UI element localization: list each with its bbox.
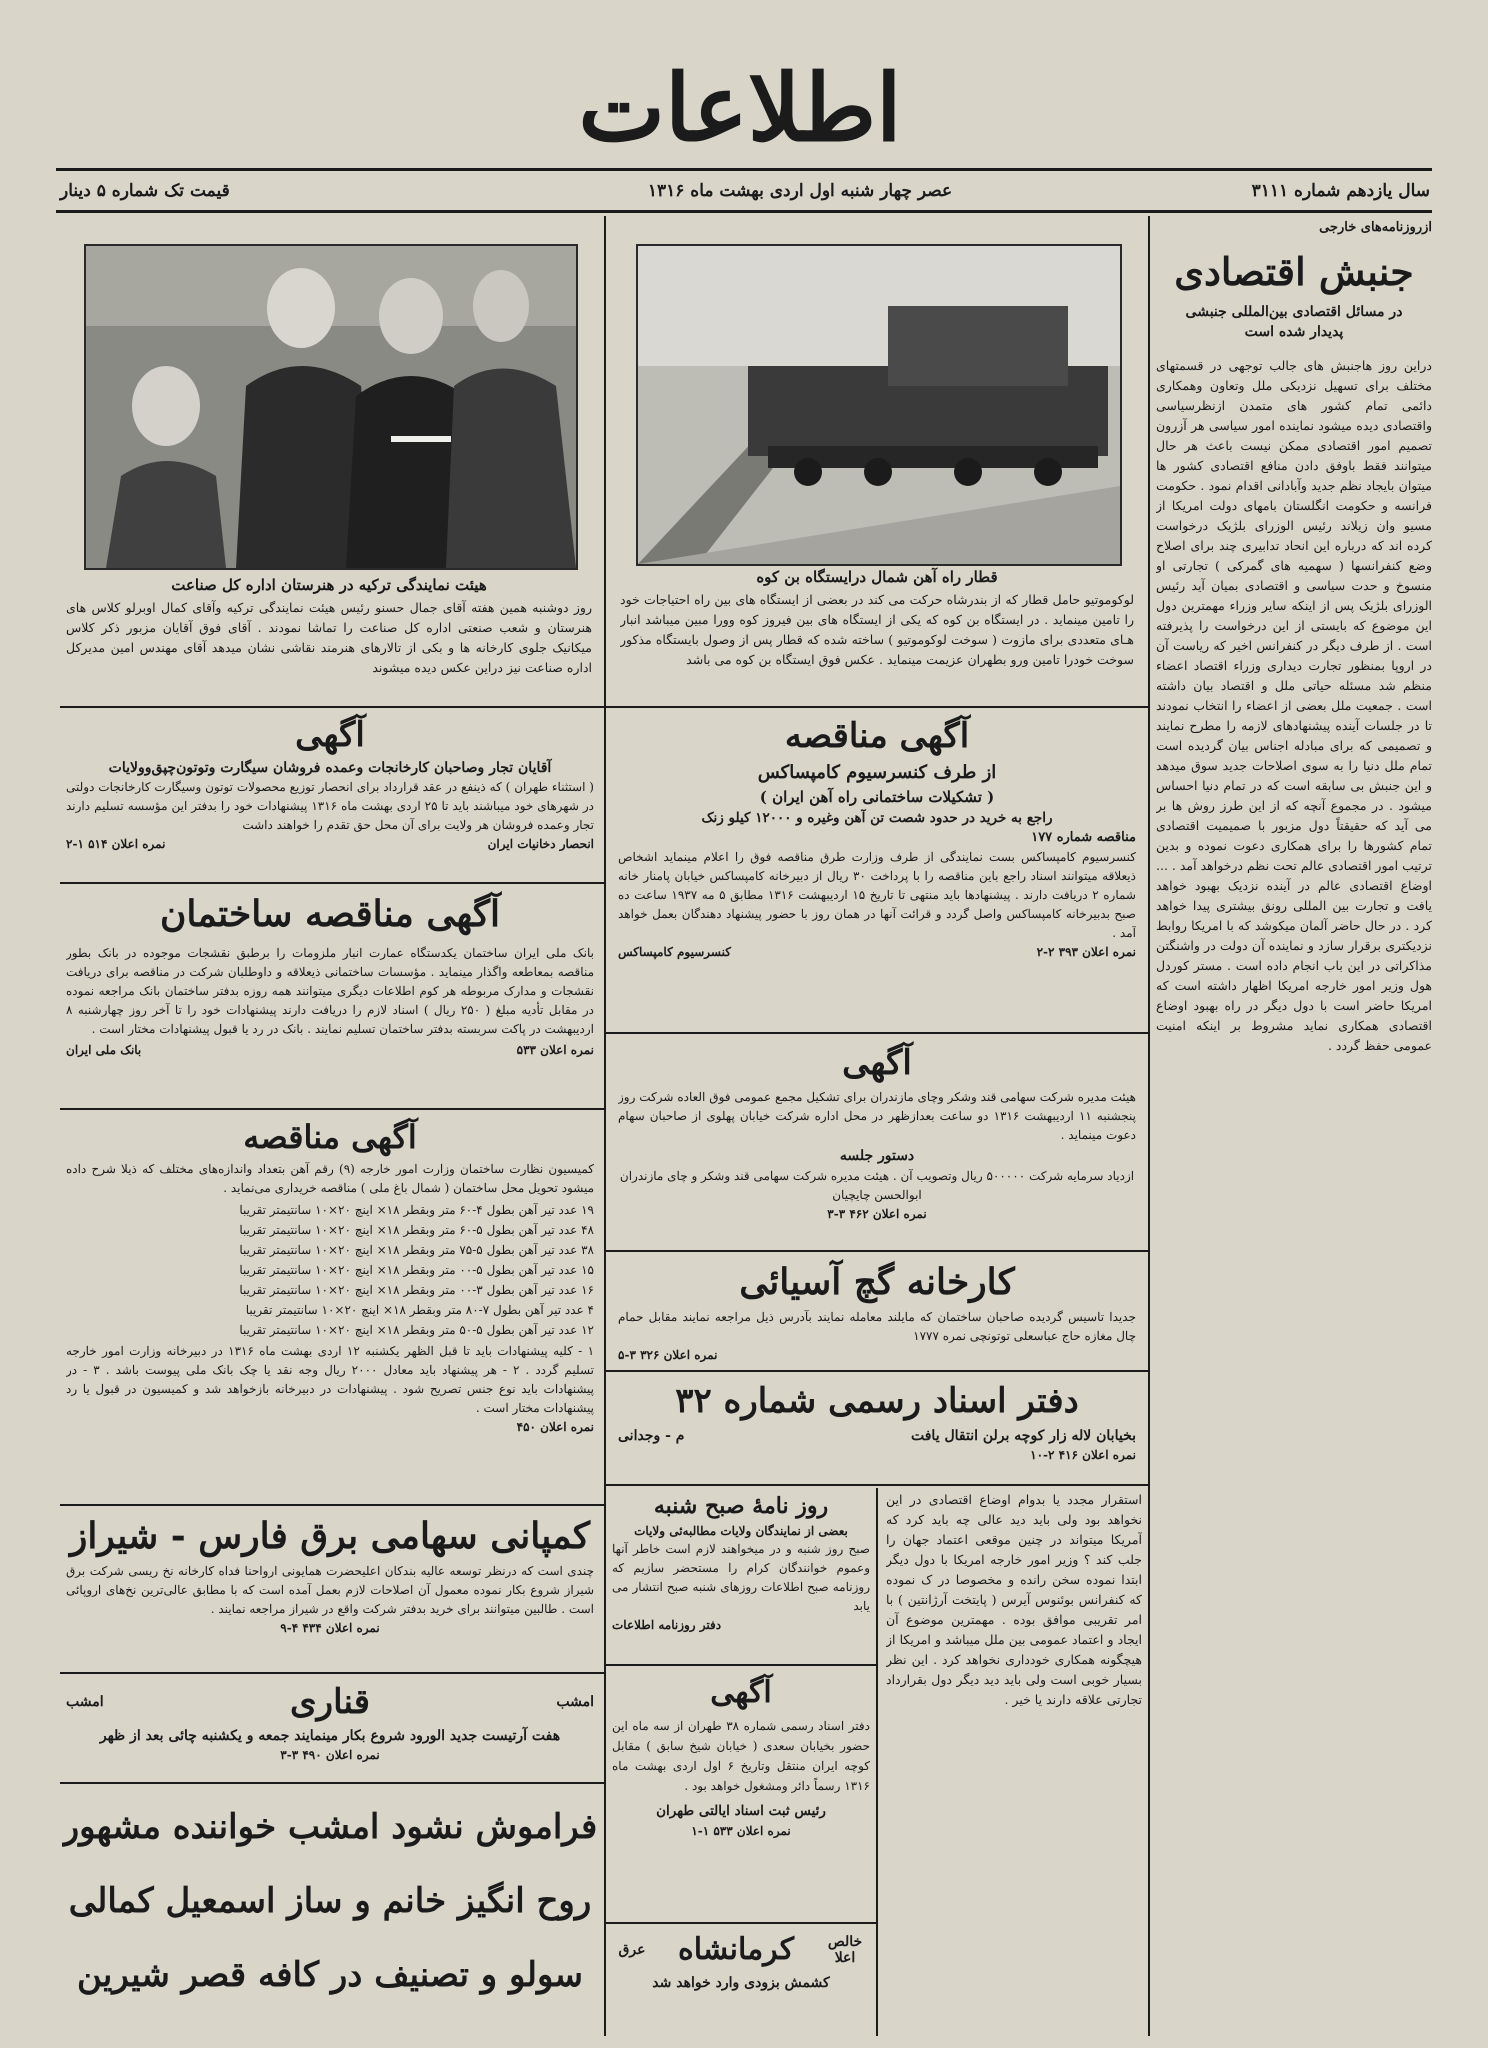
ad-bank-title: آگهی مناقصه ساختمان (159, 893, 501, 935)
article-body: دراین روز هاجنبش های جالب توجهی در قسمتهای مختلف برای تسهیل نزدیکی ملل وتعاون وهمکاری دائمی تمام کشور های متمدن ازنظرسیاسی واقتصادی دیده میشود نماینده امور سیاسی هر آزرون تصمیم امور اقتصادی ممکن نیست باعث هر حال میتوانند فقط باوفق دادن منافع اقتصادی کشور ها میتوان بایجاد نظم جدید وآبادانی اقدام نمود . حکومت فرانسه و حکومت انگلستان بامهای دولت امریکا از مسیو وان زیلاند رئیس الوزرای بلژیک درخواست کرده اند که درباره این انحاد تدابیری چند برای اصلاح وضع کنفرانسها ( سهمیه های گمرکی ) تجارتی او منسوخ و حدت سیاسی و اقتصادی بمیان آید رئیس الوزرای بلژیک پس از اینکه سایر وزراء مهمترین دول این موضوع که بایستی از این درخواست را پذیرفته است . از طرف دیگر در کنفرانس اخیر که ریاست آن در اروپا بمنظور تجارت دیداری وزراء اقتصاد اعضاء منظم شد مسئله حیاتی ملل و اقتصاد بیان داشته است . جمعیت ملل بعضی از اعضاء را انتخاب نمودند تا در جلسات آینده پیشنهادهای لازمه را مطرح نمایند و تصمیمی که برای مبادله اجناس بیان گردیده است تمام ملل دنیا را به سوی اصلاحات جدید سوق میدهد و این جنبش بی سابقه است که در تمام دنیا احساس میشود . در مجموع آنچه که از این طرز روش ها بر می آید که حقیقتاً دول مزبور با صمیمیت اقتصادی تمام کشورها را برای همکاری دعوت نموده و بدین ترتیب امور اقتصادی عالم تحت نظم درخواهد آمد . ... اوضاع اقتصادی عالم در آینده نزدیک بهبود خواهد یافت و تجارت بین المللی رونق بیشتری پیدا خواهد کرد . در حال حاضر آلمان میکوشد که با امریکا روابط نزدیکتری برقرار سازد و نماینده آن دولت در واشنگتن مذاکراتی در این باب انجام داده است . مستر کوردل هول وزیر امور خارجه امریکا اظهار داشته است که امریکا حاضر است با دول دیگر در راه بهبود اوضاع اقتصادی همکاری نماید مشروط بر اینکه امنیت عمومی حفظ گردد . (1156, 358, 1432, 1053)
ad-notary-32 (618, 1376, 1136, 1482)
ad-sobh-footer (612, 1616, 870, 1634)
ad-cafe-line1: فراموش نشود امشب خواننده مشهور (62, 1807, 598, 1847)
ad-tobacco (66, 712, 594, 880)
column-divider-right (1148, 216, 1150, 2036)
table-row: ۱۹ عدد تیر آهن بطول ۴-۶۰ متر وبقطر ۱۸× اینچ ۲۰×۱۰ سانتیمتر تقریبا (239, 1203, 594, 1217)
ad-sugar-agenda-title: دستور جلسه (839, 1148, 915, 1164)
ad-notary-footer (618, 1446, 1136, 1464)
ad-kampsax-signer: کنسرسیوم کامپساکس (618, 945, 731, 959)
ad-arak-header (612, 1928, 870, 1972)
divider (60, 1504, 604, 1506)
ad-gypsum-ref: نمره اعلان ۳۲۶ ۳-۵ (618, 1348, 718, 1362)
divider (606, 1250, 1148, 1252)
divider (60, 882, 604, 884)
ad-gypsum-title: کارخانه گچ آسیائی (739, 1261, 1015, 1303)
photo-right-title: قطار راه آهن شمال درایستگاه بن کوه (756, 568, 998, 586)
ad-bank-body: بانک ملی ایران ساختمان یکدستگاه عمارت انبار ملزومات را برطبق نقشجات موجوده در بانک بطور مناقصه بمعاطعه واگذار مینماید . مؤسسات ساختمانی ذیعلاقه و داوطلبان شرکت در مناقصه برای دریافت نقشجات و مدارک مربوطه هر کوم اطلاعات دیگری میتوانند همه روزه بدفتر ساختمان بانک مراجعه نموده در مقابل تأدیه مبلغ ( ۲۵۰ ریال ) اسناد لازم را دریافت دارند پیشنهادات خود را تا آخر روز چهارشنبه ۸ اردیبهشت در پاکت سربسته بدفتر ساختمان تسلیم نمایند . بانک در رد یا قبول پیشنهادات مختار است . (66, 946, 594, 1036)
ad-sobh-shanbeh (612, 1490, 870, 1662)
delegation-photo-image (86, 246, 576, 568)
ad-arak-title: کرمانشاه (678, 1932, 795, 1967)
table-row: ۴ عدد تیر آهن بطول ۷-۸۰ متر وبقطر ۱۸× اینچ ۲۰×۱۰ سانتیمتر تقریبا (245, 1303, 594, 1317)
ad-steel-tender (66, 1114, 594, 1500)
ad-steel-table (66, 1200, 594, 1340)
ad-bank-ref: نمره اعلان ۵۳۳ (516, 1043, 594, 1057)
ad-notary38-signer: رئیس ثبت اسناد ایالتی طهران (656, 1803, 826, 1819)
ad-kampsax-paren: ( تشکیلات ساختمانی راه آهن ایران ) (759, 788, 995, 806)
ad-sugar-footer (618, 1205, 1136, 1223)
ad-kampsax-from: از طرف کنسرسیوم کامپساکس (757, 762, 997, 783)
ad-electric-ref: نمره اعلان ۴۳۴ ۴-۹ (280, 1621, 380, 1635)
ad-electric-company (66, 1510, 594, 1670)
divider (606, 1032, 1148, 1034)
ad-electric-title: کمپانی سهامی برق فارس - شیراز (69, 1515, 591, 1557)
divider (606, 1922, 876, 1924)
ad-sugar-body: هیئت مدیره شرکت سهامی قند وشکر وچای مازندران برای تشکیل مجمع عمومی فوق العاده شرکت روز پنجشنبه ۱۱ اردیبهشت ۱۳۱۶ دو ساعت بعدازظهر در محل اداره شرکت خیابان پهلوی از صاحبان سهام دعوت مینماید . (618, 1090, 1136, 1142)
photo-left-caption: روز دوشنبه همین هفته آقای جمال حسنو رئیس هیئت نمایندگی ترکیه وآقای کمال اوبرلو کلاس های هنرستان و شعب صنعتی اداره کل صناعت را تماشا نمودند . آقای فوق آقایان مزبور ذکر کلاس میکانیک جلوی کارخانه ها و بکی از تالارهای هنرمند نقاشی نشان میدهد آقای مهندس امین مدیرکل اداره صناعت نیز دراین عکس دیده میشوند (66, 600, 592, 675)
ad-tobacco-subtitle: آقایان تجار وصاحبان کارخانجات وعمده فروشان سیگارت وتوتون‌چپق‌وولایات (108, 760, 552, 776)
table-row: ۳۸ عدد تیر آهن بطول ۵-۷۵ متر وبقطر ۱۸× اینچ ۲۰×۱۰ سانتیمتر تقریبا (239, 1243, 594, 1257)
divider (60, 1108, 604, 1110)
article-continuation: استقرار مجدد یا بدوام اوضاع اقتصادی در این نخواهد بود ولی باید دید عالی چه باید کرد که آمریکا میتواند در چنین موقعی اعتماد جهان را جلب کند ؟ وزیر امور خارجه امریکا با دول دیگر ابتدا نموده سخن رانده و مخصوصا در ک نموده که کنفرانس بوئنوس آیرس ( پایتخت آرژانتین ) با امر تقریبی موافق بوده . مهمترین موضوع آن ایجاد و اعتماد عمومی بین ملل میباشد و امریکا از هیچگونه همکاری خودداری نخواهد کرد . این نظر بسیار خوبی است ولی باید دید دیگر دول بقرارداد تجارتی علاقه دارند یا خیر . (886, 1492, 1142, 1707)
ad-bank-tender (66, 888, 594, 1106)
issue-number: سال یازدهم شماره ۳۱۱۱ (1251, 181, 1430, 201)
issue-date: عصر چهار شنبه اول اردی بهشت ماه ۱۳۱۶ (647, 181, 953, 201)
ad-sobh-signer: دفتر روزنامه اطلاعات (612, 1618, 722, 1632)
ad-steel-ref: نمره اعلان ۴۵۰ (516, 1420, 594, 1434)
ad-notary-line (618, 1426, 1136, 1446)
ad-notary38-ref: نمره اعلان ۵۳۳ ۱-۱ (691, 1824, 791, 1838)
masthead-rule-top (56, 168, 1432, 171)
masthead-rule-bottom (56, 210, 1432, 213)
ad-arak-left: عرق (618, 1942, 646, 1958)
ad-qanari-title: قناری (290, 1682, 370, 1722)
ad-sobh-body: صبح روز شنبه و در میخواهند لازم است خاطر آنها وعموم خوانندگان کرام را مستحضر سازیم که روزنامه صبح اطلاعات روزهای شنبه صبح انتشار می یابد (612, 1542, 870, 1613)
divider (606, 1664, 876, 1666)
ad-kampsax-title: آگهی مناقصه (784, 716, 970, 756)
divider (606, 1484, 1148, 1486)
ad-steel-notes: ۱ - کلیه پیشنهادات باید تا قبل الظهر یکشنبه ۱۲ اردی بهشت ماه ۱۳۱۶ در دبیرخانه وزارت امور خارجه تسلیم گردد . ۲ - هر پیشنهاد باید معادل ۲۰۰۰ ریال وجه نقد یا چک بانک ملی پیوست باشد . ۳ - در پیشنهادات باید نوع جنس تصریح شود . پیشنهادات در دبیرخانه بازخواهد شد و کمیسیون در قبول یا رد پیشنهادات مختار است . (66, 1344, 594, 1415)
ad-kampsax-tender (618, 712, 1136, 1030)
photo-train (636, 244, 1122, 566)
ad-kermanshah-arak (612, 1928, 870, 2028)
divider (606, 706, 1148, 708)
ad-notary-ref: نمره اعلان ۴۱۶ ۲-۱۰ (1030, 1448, 1136, 1462)
ad-qanari-footer (66, 1746, 594, 1764)
table-row: ۱۶ عدد تیر آهن بطول ۳-۰۰ متر وبقطر ۱۸× اینچ ۲۰×۱۰ سانتیمتر تقریبا (239, 1283, 594, 1297)
ad-bank-footer (66, 1041, 594, 1059)
table-row: ۱۲ عدد تیر آهن بطول ۵-۵۰ متر وبقطر ۱۸× اینچ ۲۰×۱۰ سانتیمتر تقریبا (239, 1323, 594, 1337)
ad-bank-signer: بانک ملی ایران (66, 1043, 142, 1057)
ad-steel-title: آگهی مناقصه (243, 1118, 417, 1156)
ad-qanari-body: هفت آرتیست جدید الورود شروع بکار مینمایند جمعه و یکشنبه چائی بعد از ظهر (99, 1728, 561, 1744)
ad-tobacco-signer: انحصار دخانیات ایران (487, 837, 594, 851)
ad-kampsax-footer (618, 943, 1136, 961)
ad-qanari-side-left: امشب (66, 1694, 104, 1710)
ad-notary-38 (612, 1670, 870, 1918)
ad-sugar-company (618, 1038, 1136, 1248)
article-title: جنبش اقتصادی (1174, 249, 1414, 294)
ad-qanari-ref: نمره اعلان ۴۹۰ ۳-۳ (280, 1748, 380, 1762)
divider (606, 1370, 1148, 1372)
ad-notary38-title: آگهی (710, 1675, 772, 1710)
table-row: ۱۵ عدد تیر آهن بطول ۵-۰۰ متر وبقطر ۱۸× اینچ ۲۰×۱۰ سانتیمتر تقریبا (239, 1263, 594, 1277)
ad-gypsum-body: جدیدا تاسیس گردیده صاحبان ساختمان که مایلند معامله نمایند بآدرس ذیل مراجعه نمایند مقابل حمام چال مغازه حاج عباسعلی توتونچی نمره ۱۷۷۷ (618, 1310, 1136, 1343)
masthead-title: اطلاعات (578, 54, 902, 162)
table-row: ۴۸ عدد تیر آهن بطول ۵-۶۰ متر وبقطر ۱۸× اینچ ۲۰×۱۰ سانتیمتر تقریبا (239, 1223, 594, 1237)
column-divider-center (604, 216, 606, 2036)
ad-arak-line: کشمش بزودی وارد خواهد شد (652, 1975, 830, 1991)
photo-turkish-delegation (84, 244, 578, 570)
ad-tobacco-ref: نمره اعلان ۵۱۴ ۱-۲ (66, 837, 166, 851)
ad-tobacco-footer (66, 835, 594, 853)
divider (60, 1782, 604, 1784)
ad-sugar-agenda: ازدیاد سرمایه شرکت ۵۰۰۰۰۰ ریال وتصویب آن . هیئت مدیره شرکت سهامی قند وشکر و چای مازندران ابوالحسن چایچیان (619, 1169, 1135, 1202)
train-photo-image (638, 246, 1120, 564)
ad-kampsax-body: کنسرسیوم کامپساکس بست نمایندگی از طرف وزارت طرق مناقصه فوق را اعلام مینماید اشخاص ذیعلاقه میتوانند اسناد راجع باین مناقصه را با پرداخت ۳۰ ریال از دبیرخانه کامپساکس خیابان پامنار خانه شماره ۲ دریافت دارند . پیشنهادها باید منتهی تا تاریخ ۱۵ اردیبهشت ۱۳۱۶ مطابق ۵ مه ۱۹۳۷ ساعت ده صبح بدبیرخانه کامپساکس واصل گردد و قرائت آنها در همان روز با حضور پیشنهاد دهندگان بعمل خواهد آمد . (618, 850, 1136, 940)
divider (60, 1672, 604, 1674)
article-kicker: ازروزنامه‌های خارجی (1319, 220, 1432, 235)
ad-qanari-header (66, 1678, 594, 1726)
ad-sobh-lead: بعضی از نمایندگان ولایات مطالبه‌ئی ولایات (634, 1524, 848, 1538)
ad-notary-title: دفتر اسناد رسمی شماره ۳۲ (675, 1381, 1079, 1421)
ad-gypsum-factory (618, 1256, 1136, 1368)
ad-qanari-side-right: امشب (556, 1694, 594, 1710)
ad-notary-signer: م - وجدانی (618, 1428, 685, 1444)
column-divider-inner (876, 1488, 878, 2036)
issue-price: قیمت تک شماره ۵ دینار (60, 181, 230, 201)
ad-notary38-body: دفتر اسناد رسمی شماره ۳۸ طهران از سه ماه این حضور بخیابان سعدی ( خیابان شیخ سابق ) مقابل کوچه ایران منتقل وتاریخ ۶ اول اردی بهشت ماه ۱۳۱۶ رسماً دائر ومشغول خواهد بود . (612, 1719, 870, 1793)
ad-kampsax-number: مناقصه شماره ۱۷۷ (1031, 830, 1136, 845)
ad-electric-body: چندی است که درنظر توسعه عالیه بندکان اعلیحضرت همایونی ارواحنا فداه کارخانه نخ ریسی شرکت برق شیراز شروع بکار نموده معمول آن اصلاحات لازم بعمل آمده است که با مطابق عالی‌ترین نخ‌های اروپائی است . طالبین میتوانند برای خرید بدفتر شرکت واقع در شیراز مراجعه نمایند . (66, 1564, 594, 1616)
ad-sugar-title: آگهی (842, 1043, 912, 1083)
article-subtitle: در مسائل اقتصادی بین‌المللی جنبشی پدیدار شده است (1185, 304, 1403, 340)
divider (60, 706, 604, 708)
ad-steel-intro: کمیسیون نظارت ساختمان وزارت امور خارجه (۹) رقم آهن بتعداد واندازه‌های مختلف که ذیلا شرح داده میشود تحویل محل ساختمان ( شمال باغ ملی ) مناقصه خریداری می‌نماید . (66, 1162, 594, 1195)
ad-cafe-line2: روح انگیز خانم و ساز اسمعیل کمالی (68, 1881, 592, 1921)
ad-notary-body: بخیابان لاله زار کوچه برلن انتقال یافت (910, 1428, 1136, 1444)
economic-article (1156, 218, 1432, 2033)
ad-sugar-ref: نمره اعلان ۴۶۲ ۳-۳ (827, 1207, 927, 1221)
ad-tobacco-title: آگهی (295, 715, 365, 755)
ad-notary38-footer (612, 1822, 870, 1840)
ad-cafe-line3: سولو و تصنیف در کافه قصر شیرین (76, 1955, 583, 1995)
ad-electric-footer (66, 1619, 594, 1637)
ad-sobh-title: روز نامهٔ صبح شنبه (653, 1493, 829, 1519)
ad-qanari (66, 1678, 594, 1780)
ad-steel-footer (66, 1418, 594, 1436)
ad-kampsax-ref: نمره اعلان ۳۹۳ ۲-۲ (1036, 945, 1136, 959)
photo-left-title: هیئت نمایندگی ترکیه در هنرستان اداره کل صناعت (171, 576, 487, 594)
ad-kampsax-subject: راجع به خرید در حدود شصت تن آهن وغیره و ۱۲۰۰۰ کیلو زنک (701, 810, 1053, 826)
ad-cafe-shirin (62, 1790, 598, 2026)
ad-gypsum-footer (618, 1346, 1136, 1364)
ad-tobacco-body: ( استثناء طهران ) که ذینفع در عقد قرارداد برای انحصار توزیع محصولات توتون وسیگارت کارخانجات دولتی در شهرهای خود میباشند باید تا ۲۵ اردی بهشت ماه ۱۳۱۶ پیشنهادات خود را بدفتر این مؤسسه تسلیم دارند تجار وعمده فروشان هر ولایت برای آن محل حق تقدم را خواهند داشت (66, 780, 594, 832)
photo-right-caption: لوکوموتیو حامل قطار که از بندرشاه حرکت می کند در بعضی از ایستگاه های بین راه احتیاجات خود را تامین مینماید . در ایستگاه بن کوه که یکی از ایستگاه های بین فیروز کوه وورا مبین میباشد انبار هـای متعددی برای مازوت ( سوخت لوکوموتیو ) ساخته شده که قطار پس از وصول بایستگاه مذکور سوخت خودرا تامین ورو بطهران عزیمت مینماید . عکس فوق ایستگاه بن کوه می باشد (620, 592, 1134, 667)
ad-arak-right: خالص اعلا (827, 1934, 863, 1966)
